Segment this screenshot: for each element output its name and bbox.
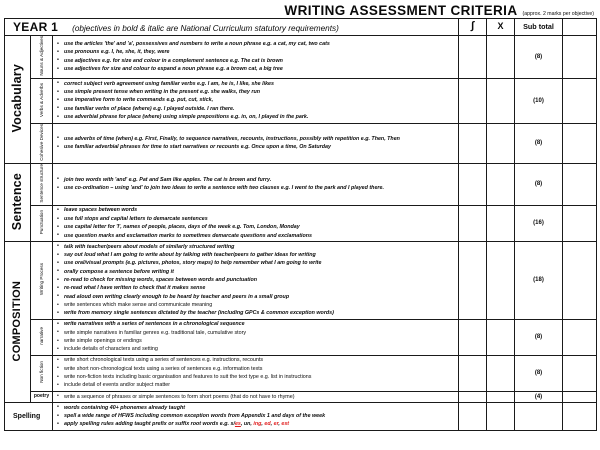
objective-list-narrative: [53, 319, 459, 355]
spare-cell[interactable]: [563, 123, 597, 163]
objective-list-verbs-adverbs: [53, 79, 459, 123]
cross-cell[interactable]: [487, 319, 515, 355]
document-title-note: (approx. 2 marks per objective): [522, 10, 594, 17]
subtotal-cell: [515, 403, 563, 431]
year-description: (objectives in bold & italic are National Curriculum statutory requirements): [72, 23, 339, 33]
group-label-narrative: narrative: [31, 319, 53, 355]
objective-item: • use question marks and exclamation marks to sometimes demarcate questions and exclamations: [57, 233, 455, 240]
spare-cell[interactable]: [563, 205, 597, 241]
objective-item: • re-read what I have written to check that it makes sense: [57, 285, 455, 292]
group-label-punctuation: Punctuation: [31, 205, 53, 241]
objective-item: • use imperative form to write commands e.g. put, cut, stick,: [57, 97, 455, 104]
subtotal-cell: (18): [515, 242, 563, 320]
table-row: [5, 392, 597, 403]
spare-cell[interactable]: [563, 392, 597, 403]
tick-cell[interactable]: [459, 242, 487, 320]
tick-cell[interactable]: [459, 163, 487, 205]
objective-item: • write non-fiction texts including basic organisation and features to suit the text type e.g. list in instructions: [57, 374, 455, 381]
spare-cell[interactable]: [563, 403, 597, 431]
objective-item: • read aloud own writing clearly enough to be heard by teacher and peers in a small group: [57, 294, 455, 301]
objective-item: • use capital letter for 'I', names of people, places, days of the week e.g. Tom, London, Monday: [57, 224, 455, 231]
objective-item: • use co-ordination – using 'and' to join two ideas to write a sentence with two clauses e.g. I went to the park and I played there.: [57, 185, 455, 192]
group-label-writing-process: Writing Process: [31, 242, 53, 320]
table-row: [5, 205, 597, 241]
tick-cell[interactable]: [459, 392, 487, 403]
objective-item: • write sentences which make sense and communicate meaning: [57, 302, 455, 309]
group-label-nouns-adjectives: Nouns & Adjectives: [31, 36, 53, 79]
objective-item: • use adjectives for size and colour to expand a noun phrase e.g. a brown cat, a big tree: [57, 66, 455, 73]
table-row: [5, 163, 597, 205]
objective-item: • write short non-chronological texts using a series of sentences e.g. information texts: [57, 366, 455, 373]
column-header-subtotal: Sub total: [515, 19, 563, 36]
section-label-composition: COMPOSITION: [5, 242, 31, 403]
spelling-rule-text: apply spelling rules adding taught prefix or suffix root words e.g. s/es, un, ing, ed, er, est: [64, 421, 290, 428]
subtotal-cell: (8): [515, 36, 563, 79]
group-label-cohesive-devices: Cohesive Devices: [31, 123, 53, 163]
objective-list-poetry: [53, 392, 459, 403]
objective-item: • use adjectives e.g. for size and colour in a complement sentence e.g. The cat is brown: [57, 58, 455, 65]
spare-cell[interactable]: [563, 242, 597, 320]
cross-cell[interactable]: [487, 36, 515, 79]
table-row: [5, 403, 597, 431]
cross-cell[interactable]: [487, 123, 515, 163]
cross-cell[interactable]: [487, 205, 515, 241]
spare-cell[interactable]: [563, 163, 597, 205]
objective-item: • write a sequence of phrases or simple sentences to form short poems (that do not have to rhyme): [57, 394, 455, 401]
objective-item: • correct subject verb agreement using familiar verbs e.g. I am, he is, I like, she likes: [57, 81, 455, 88]
objective-item: • include detail of events and/or subject matter: [57, 382, 455, 389]
cross-cell[interactable]: [487, 242, 515, 320]
spare-cell[interactable]: [563, 36, 597, 79]
objective-list-punctuation: [53, 205, 459, 241]
section-label-spelling: Spelling: [5, 403, 53, 431]
cross-cell[interactable]: [487, 392, 515, 403]
objective-item: • join two words with 'and' e.g. Pat and Sam like apples. The cat is brown and furry.: [57, 177, 455, 184]
objective-item: • orally compose a sentence before writing it: [57, 269, 455, 276]
objective-item: • use adverbial phrase for place (where) using simple prepositions e.g. in, on, I played in the park.: [57, 114, 455, 121]
table-header-row: [5, 19, 597, 36]
objective-item: • use familiar adverbial phrases for time to start narratives or recounts e.g. Once upon a time, On Saturday: [57, 144, 455, 151]
objective-list-non-fiction: [53, 355, 459, 391]
document-title: WRITING ASSESSMENT CRITERIA: [284, 3, 518, 18]
objective-item: • write narratives with a series of sentences in a chronological sequence: [57, 321, 455, 328]
cross-cell[interactable]: [487, 355, 515, 391]
objective-item: • write simple narratives in familiar genres e.g. traditional tale, cumulative story: [57, 330, 455, 337]
table-row: [5, 242, 597, 320]
column-header-spare: [563, 19, 597, 36]
spare-cell[interactable]: [563, 319, 597, 355]
subtotal-cell: (8): [515, 123, 563, 163]
header-year-cell: [5, 19, 459, 36]
objective-item: • re-read to check for missing words, spaces between words and punctuation: [57, 277, 455, 284]
criteria-table: [4, 18, 597, 431]
objective-item: • use adverbs of time (when) e.g. First, Finally, to sequence narratives, recounts, instructions, possibly with repetition e.g. Then, Then: [57, 136, 455, 143]
objective-item: • spell a wide range of HFWS including common exception words from Appendix 1 and days of the week: [57, 413, 455, 420]
objective-item: • write simple openings or endings: [57, 338, 455, 345]
table-row: [5, 355, 597, 391]
objective-item-spelling-rules: [57, 421, 455, 428]
table-row: [5, 79, 597, 123]
group-label-non-fiction: Non fiction: [31, 355, 53, 391]
cross-cell[interactable]: [487, 79, 515, 123]
column-header-tick: ∫: [459, 19, 487, 36]
objective-item: • use pronouns e.g. I, he, she, it, they, were: [57, 49, 455, 56]
table-row: [5, 123, 597, 163]
subtotal-cell: (4): [515, 392, 563, 403]
document-title-row: [0, 0, 600, 18]
subtotal-cell: (8): [515, 319, 563, 355]
objective-list-nouns-adjectives: [53, 36, 459, 79]
objective-item: • write from memory single sentences dictated by the teacher (including GPCs & common exception words): [57, 310, 455, 317]
tick-cell[interactable]: [459, 319, 487, 355]
table-row: [5, 36, 597, 79]
cross-cell[interactable]: [487, 403, 515, 431]
tick-cell[interactable]: [459, 205, 487, 241]
tick-cell[interactable]: [459, 355, 487, 391]
objective-item: • words containing 40+ phonemes already taught: [57, 405, 455, 412]
subtotal-cell: (8): [515, 163, 563, 205]
subtotal-cell: (8): [515, 355, 563, 391]
cross-cell[interactable]: [487, 163, 515, 205]
tick-cell[interactable]: [459, 36, 487, 79]
objective-item: • use oral/visual prompts (e.g. pictures, photos, story maps) to help remember what I am going to write: [57, 260, 455, 267]
group-label-verbs-adverbs: Verbs & Adverbs: [31, 79, 53, 123]
objective-item: • say out loud what I am going to write about by talking with teacher/peers to gather ideas for writing: [57, 252, 455, 259]
subtotal-cell: (16): [515, 205, 563, 241]
objective-list-sentence-structure: [53, 163, 459, 205]
year-label: YEAR 1: [13, 19, 59, 34]
objective-item: • include details of characters and setting: [57, 346, 455, 353]
tick-cell[interactable]: [459, 123, 487, 163]
objective-item: • write short chronological texts using a series of sentences e.g. instructions, recounts: [57, 357, 455, 364]
objective-list-spelling: [53, 403, 459, 431]
objective-item: • use full stops and capital letters to demarcate sentences: [57, 216, 455, 223]
tick-cell[interactable]: [459, 403, 487, 431]
group-label-sentence-structure: Sentence structure: [31, 163, 53, 205]
subtotal-cell: (10): [515, 79, 563, 123]
spare-cell[interactable]: [563, 355, 597, 391]
section-label-vocabulary: Vocabulary: [5, 36, 31, 164]
objective-list-writing-process: [53, 242, 459, 320]
tick-cell[interactable]: [459, 79, 487, 123]
objective-item: • use familiar verbs of place (where) e.g. I played outside. I ran there.: [57, 106, 455, 113]
objective-list-cohesive-devices: [53, 123, 459, 163]
objective-item: • use the articles 'the' and 'a', possessives and numbers to write a noun phrase e.g. a cat, my cat, two cats: [57, 41, 455, 48]
objective-item: • leave spaces between words: [57, 207, 455, 214]
objective-item: • use simple present tense when writing in the present e.g. she walks, they run: [57, 89, 455, 96]
objective-item: • talk with teacher/peers about models of similarly structured writing: [57, 244, 455, 251]
group-label-poetry: poetry: [31, 392, 53, 403]
column-header-cross: X: [487, 19, 515, 36]
spare-cell[interactable]: [563, 79, 597, 123]
table-row: [5, 319, 597, 355]
section-label-sentence: Sentence: [5, 163, 31, 241]
